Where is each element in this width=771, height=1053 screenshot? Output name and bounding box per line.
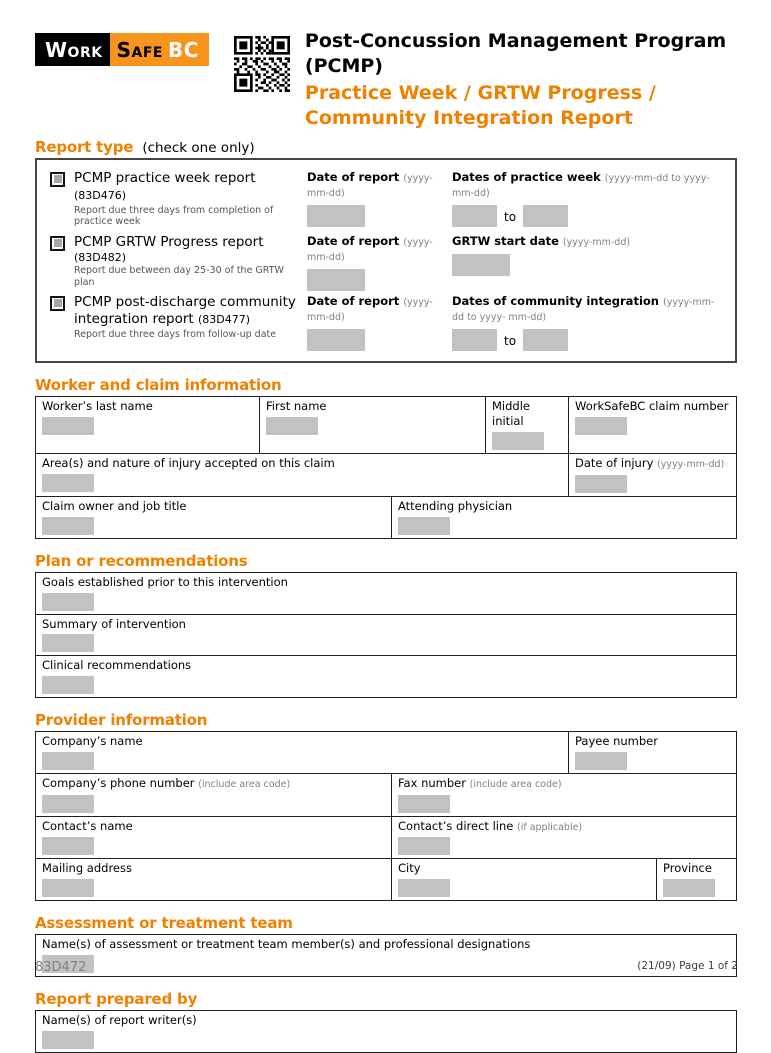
- report-type-option-practice-week: [37, 168, 735, 232]
- grtw-progress-checkbox[interactable]: [50, 236, 65, 251]
- table-row: [36, 732, 736, 773]
- report-type-heading: Report type: [35, 137, 134, 156]
- worker-claim-table: [35, 396, 737, 538]
- date-format-hint: (yyyy-mm-dd): [307, 172, 433, 200]
- title-block: [305, 29, 737, 131]
- community-integration-checkbox[interactable]: [50, 296, 65, 311]
- table-row: [36, 935, 736, 976]
- community-integration-dates-label: Dates of community integration (yyyy-mm-dd to yyyy- mm-dd): [452, 293, 715, 324]
- section-provider: [35, 710, 737, 901]
- province-label: Province: [663, 861, 712, 876]
- table-row: [36, 858, 736, 900]
- date-format-hint: (yyyy-mm-dd): [307, 236, 433, 264]
- date-of-report-input[interactable]: [307, 269, 365, 291]
- option-due-note: Report due three days from follow-up date: [74, 328, 277, 340]
- mailing-address-input[interactable]: [42, 879, 94, 897]
- date-of-report-input[interactable]: [307, 205, 365, 227]
- date-format-hint: (yyyy-mm-dd): [562, 236, 631, 248]
- last-name-label: Worker’s last name: [42, 399, 153, 414]
- practice-week-to-input[interactable]: [523, 205, 568, 227]
- table-row: [36, 496, 736, 538]
- plan-table: [35, 572, 737, 699]
- date-of-report-label: Date of report (yyyy-mm-dd): [307, 233, 433, 264]
- section-team: [35, 913, 737, 977]
- team-heading: Assessment or treatment team: [35, 913, 293, 932]
- table-row: [36, 614, 736, 656]
- community-integration-from-input[interactable]: [452, 329, 497, 351]
- form-number: 83D472: [35, 960, 87, 975]
- grtw-start-date-input[interactable]: [452, 254, 510, 276]
- middle-initial-input[interactable]: [492, 432, 544, 450]
- section-worker-claim: [35, 375, 737, 538]
- table-row: [36, 573, 736, 614]
- contact-name-label: Contact’s name: [42, 818, 133, 833]
- section-plan: [35, 551, 737, 699]
- direct-line-label: Contact’s direct line (if applicable): [398, 818, 583, 833]
- team-members-label: Name(s) of assessment or treatment team member(s) and professional designations: [42, 936, 531, 951]
- community-integration-to-input[interactable]: [523, 329, 568, 351]
- claim-number-label: WorkSafeBC claim number: [575, 399, 729, 414]
- middle-initial-label: Middle initial: [492, 399, 530, 429]
- date-of-report-label: Date of report (yyyy-mm-dd): [307, 293, 433, 324]
- provider-heading: Provider information: [35, 711, 208, 730]
- logo-safe-text: Safe: [116, 37, 163, 62]
- worksafebc-logo: [35, 33, 209, 66]
- page-title: Post-Concussion Management Program (PCMP): [304, 30, 727, 77]
- date-format-hint: (yyyy-mm-dd): [307, 296, 433, 324]
- table-row: [36, 773, 736, 815]
- table-row: [36, 655, 736, 697]
- summary-input[interactable]: [42, 634, 94, 652]
- claim-owner-input[interactable]: [42, 517, 94, 535]
- fax-number-label: Fax number (include area code): [398, 776, 562, 791]
- date-format-hint: (yyyy-mm-dd): [657, 459, 725, 471]
- range-joiner: to: [504, 210, 517, 225]
- checkbox-inner: [54, 239, 62, 247]
- checkbox-inner: [54, 175, 62, 183]
- attending-physician-input[interactable]: [398, 517, 450, 535]
- if-applicable-hint: (if applicable): [517, 821, 583, 833]
- goals-input[interactable]: [42, 593, 94, 611]
- section-prepared-by: [35, 989, 737, 1053]
- plan-heading: Plan or recommendations: [35, 551, 248, 570]
- date-of-injury-input[interactable]: [575, 475, 627, 493]
- worker-claim-heading: Worker and claim information: [35, 376, 282, 395]
- logo-work-segment: Work: [35, 33, 110, 66]
- page-subtitle: Practice Week / GRTW Progress / Community Integration Report: [304, 82, 656, 130]
- option-due-note: Report due between day 25-30 of the GRTW plan: [74, 265, 284, 288]
- practice-week-checkbox[interactable]: [50, 172, 65, 187]
- injury-areas-label: Area(s) and nature of injury accepted on this claim: [42, 456, 335, 471]
- fax-number-input[interactable]: [398, 795, 450, 813]
- page-info: (21/09) Page 1 of 2: [637, 960, 738, 972]
- report-type-option-community-integration: [37, 292, 735, 362]
- practice-week-from-input[interactable]: [452, 205, 497, 227]
- report-type-box: [35, 158, 737, 364]
- option-due-note: Report due three days from completion of practice week: [74, 204, 274, 227]
- option-label: PCMP post-discharge community integration report (83D477): [74, 293, 296, 327]
- mailing-address-label: Mailing address: [42, 861, 132, 876]
- logo-safe-bc-segment: [110, 33, 209, 66]
- company-phone-label: Company’s phone number (include area code): [42, 776, 291, 791]
- city-label: City: [398, 861, 421, 876]
- provider-table: [35, 731, 737, 901]
- goals-label: Goals established prior to this intervention: [42, 574, 288, 589]
- first-name-input[interactable]: [266, 417, 318, 435]
- option-label: PCMP GRTW Progress report: [74, 233, 264, 250]
- payee-number-input[interactable]: [575, 752, 627, 770]
- area-code-hint: (include area code): [469, 779, 562, 791]
- form-header: [35, 26, 737, 131]
- direct-line-input[interactable]: [398, 837, 450, 855]
- first-name-label: First name: [266, 399, 327, 414]
- date-of-report-input[interactable]: [307, 329, 365, 351]
- province-input[interactable]: [663, 879, 715, 897]
- summary-label: Summary of intervention: [42, 616, 186, 631]
- table-row: [36, 397, 736, 453]
- team-table: [35, 934, 737, 977]
- claim-owner-label: Claim owner and job title: [42, 498, 187, 513]
- attending-physician-label: Attending physician: [398, 498, 513, 513]
- prepared-by-heading: Report prepared by: [35, 989, 198, 1008]
- payee-number-label: Payee number: [575, 734, 658, 749]
- last-name-input[interactable]: [42, 417, 94, 435]
- checkbox-inner: [54, 299, 62, 307]
- table-row: [36, 453, 736, 495]
- date-of-injury-label: Date of injury (yyyy-mm-dd): [575, 456, 725, 471]
- prepared-by-table: [35, 1010, 737, 1053]
- date-format-hint: (yyyy-mm-dd to yyyy-mm-dd): [452, 172, 710, 200]
- area-code-hint: (include area code): [198, 779, 291, 791]
- table-row: [36, 1011, 736, 1052]
- company-name-label: Company’s name: [42, 734, 143, 749]
- report-writers-input[interactable]: [42, 1031, 94, 1049]
- logo-bc-text: BC: [167, 37, 199, 62]
- practice-week-dates-label: Dates of practice week (yyyy-mm-dd to yyyy-mm-dd): [452, 169, 710, 200]
- option-form-code: (83D482): [74, 250, 127, 264]
- recommendations-label: Clinical recommendations: [42, 658, 192, 673]
- claim-number-input[interactable]: [575, 417, 627, 435]
- recommendations-input[interactable]: [42, 676, 94, 694]
- report-type-option-grtw-progress: [37, 232, 735, 292]
- city-input[interactable]: [398, 879, 450, 897]
- date-format-hint: (yyyy-mm-dd to yyyy- mm-dd): [452, 296, 715, 324]
- section-report-type: [35, 137, 737, 364]
- option-label: PCMP practice week report (83D476): [74, 169, 256, 202]
- qr-code-icon: [234, 36, 290, 92]
- report-type-note: (check one only): [142, 139, 255, 156]
- report-writers-label: Name(s) of report writer(s): [42, 1012, 197, 1027]
- option-form-code: (83D476): [74, 188, 127, 202]
- range-joiner: to: [504, 334, 517, 349]
- grtw-start-date-label: GRTW start date (yyyy-mm-dd): [452, 233, 631, 248]
- company-name-input[interactable]: [42, 752, 94, 770]
- injury-areas-input[interactable]: [42, 474, 94, 492]
- company-phone-input[interactable]: [42, 795, 94, 813]
- table-row: [36, 816, 736, 858]
- option-form-code: (83D477): [197, 312, 251, 326]
- contact-name-input[interactable]: [42, 837, 94, 855]
- date-of-report-label: Date of report (yyyy-mm-dd): [307, 169, 433, 200]
